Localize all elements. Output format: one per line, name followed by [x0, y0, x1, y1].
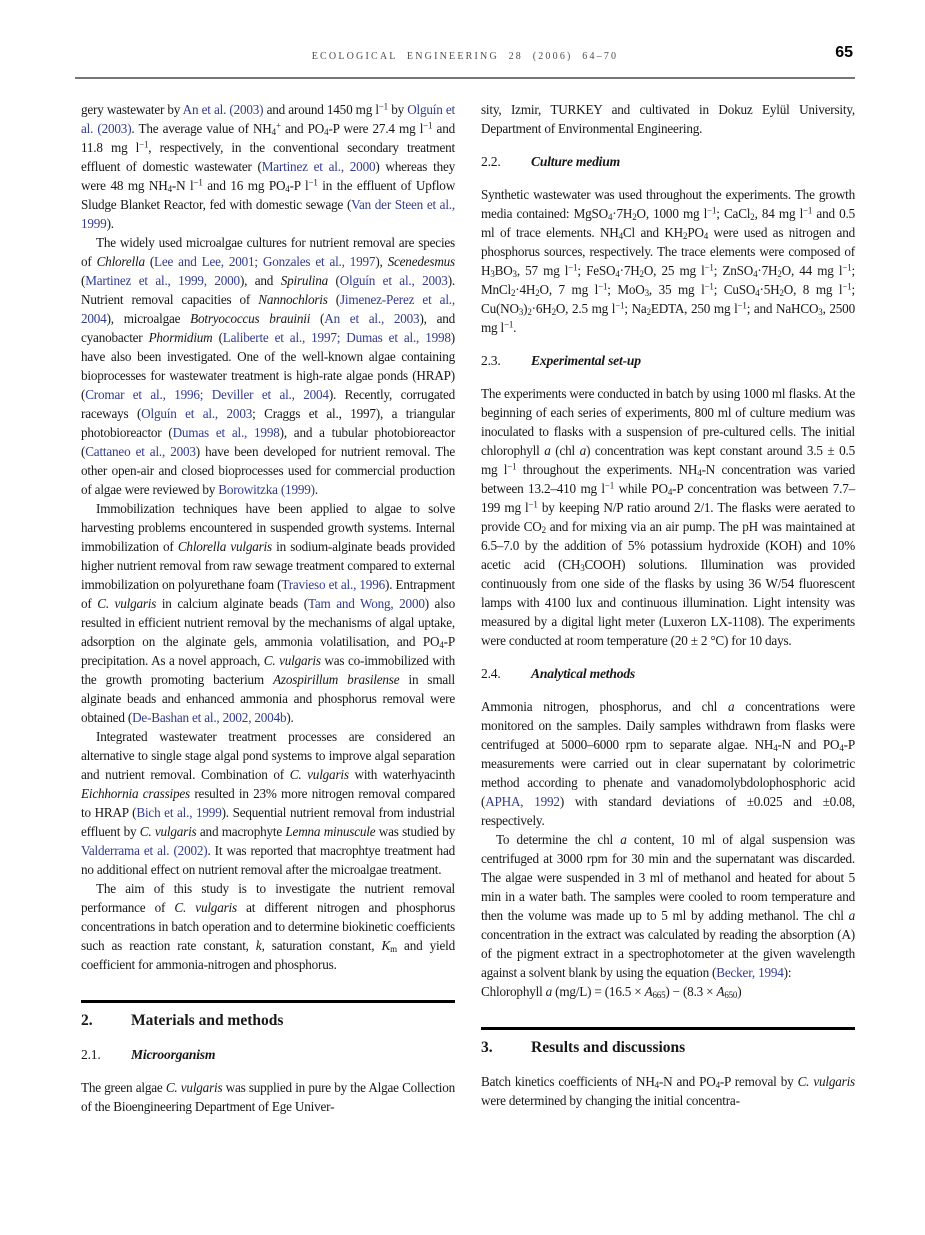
superscript-text: −1	[615, 300, 625, 311]
text-run: ; MnCl	[481, 263, 855, 297]
citation-link[interactable]: Cromar et al., 1996; Deviller et al., 2004	[85, 387, 329, 402]
superscript-text: −1	[308, 177, 318, 188]
paragraph	[481, 697, 855, 830]
italic-text: Nannochloris	[258, 292, 328, 307]
subsection-heading	[481, 152, 855, 171]
subscript-text: 4	[167, 184, 172, 195]
section-heading	[81, 1000, 455, 1031]
superscript-text: −1	[842, 262, 852, 273]
superscript-text: −1	[504, 319, 514, 330]
italic-text: Phormidium	[148, 330, 213, 345]
superscript-text: −1	[707, 205, 717, 216]
text-run: O, 7 mg l	[539, 282, 599, 297]
text-run: and 0.5 ml of trace elements. NH	[481, 206, 855, 240]
text-run: . It was reported that macrophtye treatment had no additional effect on nutrient removal after the microalgae treatment.	[81, 843, 455, 877]
text-run: ; CuSO	[713, 282, 756, 297]
citation-link[interactable]: Martinez et al., 2000	[261, 159, 376, 174]
italic-text: a	[727, 699, 735, 714]
text-run: PO	[687, 225, 704, 240]
italic-text: A	[716, 984, 725, 999]
italic-text: Chlorella vulgaris	[177, 539, 272, 554]
superscript-text: −1	[528, 499, 538, 510]
text-run: by keeping N/P ratio around 2/1. The flasks were aerated to provide CO	[481, 500, 855, 534]
superscript-text: −1	[604, 480, 615, 491]
citation-link[interactable]: Lee and Lee, 2001; Gonzales et al., 1997	[154, 254, 376, 269]
subscript-text: 4	[697, 468, 702, 479]
text-run: Batch kinetics coefficients of NH	[481, 1074, 655, 1089]
subscript-text: 4	[753, 269, 758, 280]
subscript-text: 2	[639, 269, 644, 280]
italic-text: Chlorella	[96, 254, 145, 269]
subsection-heading	[481, 664, 855, 683]
citation-link[interactable]: Tam and Wong, 2000	[307, 596, 425, 611]
subscript-text: 3	[580, 563, 585, 574]
page-number: 65	[835, 44, 853, 61]
section-heading	[481, 1027, 855, 1058]
subscript-text: 4	[654, 1080, 659, 1091]
italic-text: a	[579, 443, 587, 458]
text-run: was studied by	[375, 824, 455, 839]
text-run: . The average value of NH	[131, 121, 272, 136]
subscript-text: 665	[652, 990, 666, 1001]
text-run: Ammonia nitrogen, phosphorus, and chl	[481, 699, 728, 714]
text-run: , 57 mg l	[516, 263, 569, 278]
text-run: .	[513, 320, 517, 335]
citation-link[interactable]: An et al. (2003)	[182, 102, 264, 117]
text-run: ).	[286, 710, 294, 725]
text-run: ·5H	[759, 282, 780, 297]
paragraph	[481, 185, 855, 337]
text-run: -P l	[289, 178, 309, 193]
superscript-text: −1	[139, 139, 149, 150]
text-run: ) have also been investigated. One of the well-known algae containing bioprocesses for wastewater treatment is high-rate algae ponds (HRAP) (	[81, 330, 455, 402]
superscript-text: −1	[598, 281, 608, 292]
paragraph	[81, 727, 455, 879]
text-run: O, 8 mg l	[783, 282, 843, 297]
text-run: were used as nitrogen and phosphorus sources, respectively. The trace elements were composed of H	[481, 225, 855, 278]
citation-link[interactable]: Martinez et al., 1999, 2000	[85, 273, 240, 288]
text-run: in small alginate beads and enhanced ammonia and phosphorus removal were obtained (	[81, 672, 455, 725]
text-run: ),	[375, 254, 388, 269]
text-run: ; Cu(NO	[481, 282, 855, 316]
paragraph	[481, 1072, 855, 1110]
subscript-text: 4	[271, 127, 276, 138]
paragraph	[81, 879, 455, 974]
citation-link[interactable]: Jimenez-Perez et al., 2004	[81, 292, 455, 326]
subscript-text: 3	[512, 269, 517, 280]
citation-link[interactable]: De-Bashan et al., 2002, 2004b	[132, 710, 287, 725]
text-run: The experiments were conducted in batch by using 1000 ml flasks. At the beginning of each series of experiments, 800 ml of culture medium was inoculated to flasks with a suspension of pre-cultured cells. The initial chlorophyll	[481, 386, 855, 458]
italic-text: Lemna minuscule	[285, 824, 376, 839]
superscript-text: −1	[378, 101, 388, 112]
italic-text: Eichhornia crassipes	[81, 786, 190, 801]
text-run: ), and	[239, 273, 281, 288]
subscript-text: 3	[518, 307, 524, 318]
subsection-number: 2.2.	[481, 154, 501, 169]
superscript-text: −1	[704, 262, 714, 273]
section-title: Materials and methods	[131, 1012, 284, 1029]
header-rule	[75, 77, 855, 79]
paragraph	[81, 1078, 455, 1116]
text-run: ·6H	[531, 301, 552, 316]
italic-text: Scenedesmus	[387, 254, 455, 269]
text-run: ).	[106, 216, 114, 231]
italic-text: Botryococcus brauinii	[190, 311, 311, 326]
subscript-text: 4	[607, 212, 613, 223]
text-run: , respectively, in the conventional secondary treatment effluent of domestic wastewater (	[81, 140, 455, 174]
text-run: ·7H	[757, 263, 778, 278]
citation-link[interactable]: An et al., 2003	[324, 311, 420, 326]
text-run: ):	[783, 965, 792, 980]
text-run: -N concentration was varied between 13.2–410 mg l	[481, 462, 855, 496]
subscript-text: 2	[683, 231, 688, 242]
italic-text: Azospirillum brasilense	[273, 672, 400, 687]
citation-link[interactable]: Becker, 1994	[716, 965, 784, 980]
text-run: ·7H	[612, 206, 633, 221]
article-body	[81, 100, 855, 1116]
text-run: COOH) solutions. Illumination was provided continuously from one side of the flasks by using 36 W/54 fluorescent lamps with 4100 lux and continuous illumination. Light intensity was measured by a digital light meter (Luxeron LX-1108). The experiments were conducted at room temperature (20 ± 2 °C) for 10 days.	[481, 557, 855, 648]
paragraph	[481, 100, 855, 138]
text-run: ) whereas they were 48 mg NH	[81, 159, 456, 193]
text-run: were determined by changing the initial concentra-	[481, 1093, 740, 1108]
citation-link[interactable]: Laliberte et al., 1997; Dumas et al., 1998	[222, 330, 451, 345]
italic-text: C. vulgaris	[174, 900, 237, 915]
paragraph	[81, 100, 455, 233]
text-run: -P removal by	[719, 1074, 798, 1089]
text-run: in calcium alginate beads (	[156, 596, 308, 611]
text-run: ) with standard deviations of ±0.025 and ±0.08, respectively.	[481, 794, 855, 828]
text-run: (	[81, 273, 86, 288]
italic-text: a	[848, 908, 855, 923]
italic-text: C. vulgaris	[165, 1080, 223, 1095]
text-run: and for mixing via an air pump. The pH was maintained at 6.5–7.0 by the addition of 5% potassium hydroxide (KOH) and 10% acetic acid (CH	[481, 519, 856, 572]
text-run: , saturation constant,	[261, 938, 382, 953]
italic-text: a	[620, 832, 627, 847]
equation-line	[481, 982, 855, 1001]
paragraph	[481, 384, 855, 650]
text-run: concentration in the extract was calculated by reading the absorption (A) of the pigment extract in a spectrophotometer at the given wavelength against a solvent blank by using the equation (	[481, 927, 855, 980]
subsection-title: Experimental set-up	[531, 353, 641, 368]
subsection-number: 2.1.	[81, 1047, 101, 1062]
text-run: and macrophyte	[196, 824, 286, 839]
section-title: Results and discussions	[531, 1039, 686, 1056]
text-run: ; ZnSO	[713, 263, 754, 278]
text-run: -N and PO	[777, 737, 840, 752]
superscript-text: −1	[803, 205, 813, 216]
superscript-text: −1	[568, 262, 578, 273]
text-run: (mg/L) = (16.5 ×	[552, 984, 645, 999]
text-run: at different nitrogen and phosphorus concentrations in batch operation and to determine biokinetic coefficients such as reaction rate constant,	[81, 900, 455, 953]
text-run: (	[327, 292, 340, 307]
italic-text: A	[644, 984, 653, 999]
subscript-text: 3	[644, 288, 649, 299]
citation-link[interactable]: Valderrama et al. (2002)	[81, 843, 208, 858]
text-run: -N l	[171, 178, 194, 193]
citation-link[interactable]: Olguín et al., 2003	[141, 406, 253, 421]
text-run: gery wastewater by	[81, 102, 183, 117]
subscript-text: 2	[551, 307, 556, 318]
section-number: 2.	[81, 1012, 93, 1029]
text-run: )	[523, 301, 528, 316]
text-run: with waterhyacinth	[348, 767, 456, 782]
text-run: by	[387, 102, 408, 117]
subscript-text: 2	[527, 307, 532, 318]
text-run: The widely used microalgae cultures for nutrient removal are species of	[81, 235, 455, 269]
text-run: and yield coefficient for ammonia-nitrogen and phosphorus.	[81, 938, 455, 972]
text-run: The green algae	[81, 1080, 166, 1095]
text-run: content, 10 ml of algal suspension was centrifuged at 3000 rpm for 30 min and the supernatant was discarded. The algae were suspended in 3 ml of methanol and heated for about 5 min in a water bath. The samples were cooled to room temperature and then the volume was made up to 5 ml by adding methanol. The chl	[481, 832, 855, 923]
text-run: ), and a tubular photobioreactor (	[81, 425, 456, 459]
text-run: ) − (8.3 ×	[665, 984, 717, 999]
italic-text: K	[381, 938, 391, 953]
subscript-text: 2	[535, 288, 540, 299]
subscript-text: 2	[510, 288, 516, 299]
text-run: and 16 mg PO	[202, 178, 286, 193]
text-run: (chl	[550, 443, 580, 458]
text-run: ). Nutrient removal capacities of	[81, 273, 455, 307]
superscript-text: −1	[507, 461, 517, 472]
text-run: and PO	[280, 121, 325, 136]
subscript-text: 4	[439, 640, 444, 651]
subscript-text: 650	[724, 990, 738, 1001]
superscript-text: −1	[193, 177, 203, 188]
text-run: was supplied in pure by the Algae Collection of the Bioengineering Department of Ege Univer-	[81, 1080, 456, 1114]
subsection-number: 2.4.	[481, 666, 501, 681]
text-run: Synthetic wastewater was used throughout the experiments. The growth media contained: MgSO	[481, 187, 855, 221]
subscript-text: 4	[618, 231, 623, 242]
superscript-text: +	[275, 120, 281, 131]
paragraph	[481, 830, 855, 982]
text-run: throughout the experiments. NH	[516, 462, 698, 477]
left-column	[81, 100, 455, 1116]
text-run: ·7H	[619, 263, 640, 278]
subsection-title: Analytical methods	[531, 666, 636, 681]
citation-link[interactable]: Travieso et al., 1996	[281, 577, 385, 592]
right-column	[481, 100, 855, 1116]
subscript-text: m	[390, 944, 397, 955]
text-run: while PO	[614, 481, 668, 496]
citation-link[interactable]: Borowitzka (1999)	[218, 482, 315, 497]
text-run: -P measurements were carried out in clear supernatant by colorimetric method according to phenate and vanadomolybdolophosphoric acid (	[481, 737, 855, 809]
text-run: )	[737, 984, 742, 999]
text-run: To determine the chl	[496, 832, 621, 847]
superscript-text: −1	[737, 300, 747, 311]
text-run: Integrated wastewater treatment processes are considered an alternative to single stage algal pond systems to improve algal separation and nutrient removal. Combination of	[81, 729, 455, 782]
text-run: ). Recently, corrugated raceways (	[81, 387, 455, 421]
subscript-text: 3	[818, 307, 823, 318]
text-run: O, 25 mg l	[643, 263, 705, 278]
italic-text: k	[255, 938, 262, 953]
subsection-title: Culture medium	[531, 154, 620, 169]
text-run: -P concentration was between 7.7–199 mg l	[481, 481, 855, 515]
subscript-text: 2	[646, 307, 651, 318]
text-run: ; CaCl	[716, 206, 751, 221]
text-run: .	[314, 482, 318, 497]
subsection-title: Microorganism	[131, 1047, 216, 1062]
citation-link[interactable]: Bich et al., 1999	[136, 805, 222, 820]
text-run: , 84 mg l	[754, 206, 804, 221]
text-run: ). Entrapment of	[81, 577, 456, 611]
italic-text: Spirulina	[280, 273, 328, 288]
subscript-text: 4	[667, 487, 673, 498]
subsection-heading	[81, 1045, 455, 1064]
text-run: in sodium-alginate beads provided higher nutrient removal from raw sewage treatment compared to external immobilization on polyurethane foam (	[81, 539, 455, 592]
citation-link[interactable]: Dumas et al., 1998	[172, 425, 280, 440]
text-run: in the effluent of Upflow Sludge Blanket Reactor, fed with domestic sewage (	[81, 178, 456, 212]
subscript-text: 2	[541, 525, 546, 536]
text-run: BO	[494, 263, 513, 278]
superscript-text: −1	[842, 281, 852, 292]
text-run: O, 2.5 mg l	[555, 301, 616, 316]
text-run: (	[310, 311, 325, 326]
subsection-heading	[481, 351, 855, 370]
text-run: concentrations were monitored on the samples. Daily samples withdrawn from flasks were centrifuged at 5000–6000 rpm to separate algae. NH	[481, 699, 855, 752]
text-run: ) also resulted in efficient nutrient removal by the mechanisms of algal uptake, adsorption on the alginate gels, ammonia volatilisation, and PO	[81, 596, 456, 649]
superscript-text: −1	[704, 281, 714, 292]
text-run: ·4H	[515, 282, 536, 297]
text-run: , 2500 mg l	[481, 301, 855, 335]
text-run: ). Sequential nutrient removal from industrial effluent by	[81, 805, 455, 839]
text-run: ; Na	[624, 301, 647, 316]
citation-link[interactable]: Van der Steen et al., 1999	[81, 197, 455, 231]
journal-header: ECOLOGICAL ENGINEERING 28 (2006) 64–70	[311, 51, 619, 62]
section-number: 3.	[481, 1039, 493, 1056]
text-run: Cl and KH	[622, 225, 684, 240]
text-run: resulted in 23% more nitrogen removal compared to HRAP (	[81, 786, 455, 820]
citation-link[interactable]: Olguín et al. (2003)	[81, 102, 455, 136]
subscript-text: 3	[490, 269, 495, 280]
subscript-text: 4	[839, 743, 844, 754]
superscript-text: −1	[423, 120, 433, 131]
text-run: , 35 mg l	[648, 282, 705, 297]
subscript-text: 4	[324, 127, 329, 138]
subscript-text: 4	[715, 1080, 720, 1091]
subscript-text: 2	[779, 288, 784, 299]
subscript-text: 4	[615, 269, 620, 280]
text-run: ), and cyanobacter	[81, 311, 456, 345]
subscript-text: 2	[750, 212, 755, 223]
text-run: -P precipitation. As a novel approach,	[81, 634, 455, 668]
text-run: ; and NaHCO	[746, 301, 819, 316]
text-run: O, 44 mg l	[781, 263, 843, 278]
text-run: -N and PO	[658, 1074, 716, 1089]
text-run: O, 1000 mg l	[636, 206, 708, 221]
subscript-text: 4	[755, 288, 760, 299]
text-run: ; MoO	[607, 282, 645, 297]
subscript-text: 4	[285, 184, 290, 195]
text-run: ) concentration was kept constant around 3.5 ± 0.5 mg l	[481, 443, 855, 477]
italic-text: a	[545, 984, 553, 999]
paragraph	[81, 233, 455, 499]
text-run: ), microalgae	[106, 311, 191, 326]
text-run: ; Craggs et al., 1997), a triangular photobioreactor (	[81, 406, 455, 440]
text-run: sity, Izmir, TURKEY and cultivated in Dokuz Eylül University, Department of Environmental Engineering.	[481, 102, 855, 136]
text-run: Chlorophyll	[481, 984, 546, 999]
text-run: was co-immobilized with the growth promoting bacterium	[81, 653, 455, 687]
italic-text: C. vulgaris	[289, 767, 349, 782]
text-run: Immobilization techniques have been applied to algae to solve harvesting problems encountered in suspended growth systems. Internal immobilization of	[81, 501, 455, 554]
subscript-text: 2	[632, 212, 637, 223]
citation-link[interactable]: Olguín et al., 2003	[339, 273, 448, 288]
text-run: and 11.8 mg l	[81, 121, 455, 155]
text-run: ; FeSO	[577, 263, 616, 278]
text-run: EDTA, 250 mg l	[650, 301, 738, 316]
italic-text: C. vulgaris	[97, 596, 157, 611]
subsection-number: 2.3.	[481, 353, 501, 368]
italic-text: C. vulgaris	[139, 824, 197, 839]
text-run: and around 1450 mg l	[263, 102, 379, 117]
text-run: ) have been developed for nutrient removal. The other open-air and closed bioprocesses used for commercial production of algae were reviewed by	[81, 444, 455, 497]
text-run: (	[212, 330, 223, 345]
subscript-text: 4	[703, 231, 709, 242]
italic-text: C. vulgaris	[263, 653, 321, 668]
text-run: (	[328, 273, 340, 288]
citation-link[interactable]: APHA, 1992	[485, 794, 560, 809]
text-run: The aim of this study is to investigate the nutrient removal performance of	[81, 881, 455, 915]
citation-link[interactable]: Cattaneo et al., 2003	[85, 444, 196, 459]
text-run: (	[144, 254, 155, 269]
subscript-text: 2	[777, 269, 782, 280]
paragraph	[81, 499, 455, 727]
italic-text: a	[544, 443, 551, 458]
text-run: -P were 27.4 mg l	[328, 121, 424, 136]
subscript-text: 4	[773, 743, 778, 754]
italic-text: C. vulgaris	[797, 1074, 855, 1089]
